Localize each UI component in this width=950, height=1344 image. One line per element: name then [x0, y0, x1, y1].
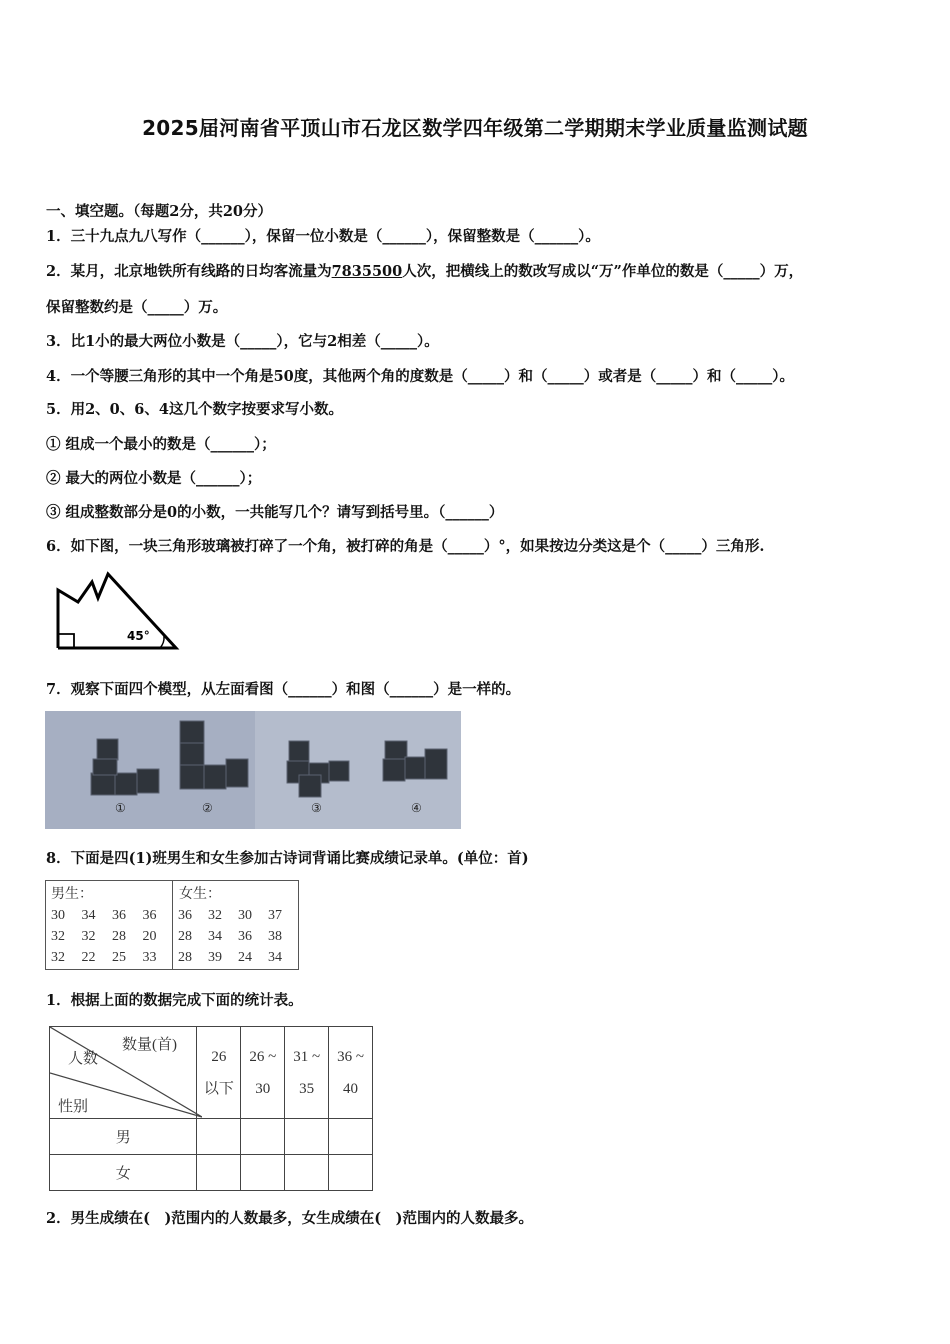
- answer-cell[interactable]: [285, 1155, 329, 1191]
- score-cell: 22: [81, 949, 96, 965]
- table-row: [176, 947, 296, 968]
- question-6: 6．如下图，一块三角形玻璃被打碎了一个角，被打碎的角是（_____）°，如果按边分类这是个（_____）三角形.: [46, 538, 765, 555]
- answer-cell[interactable]: [329, 1119, 373, 1155]
- corner-gender-label: 性别: [58, 1099, 89, 1115]
- score-cell: 37: [268, 907, 282, 923]
- score-cell: 33: [142, 949, 157, 965]
- score-cell: 28: [178, 949, 192, 965]
- score-record: [45, 880, 299, 970]
- question-3: 3．比1小的最大两位小数是（_____），它与2相差（_____）。: [46, 333, 439, 350]
- score-cell: 38: [268, 928, 282, 944]
- sub-question-1: 1．根据上面的数据完成下面的统计表。: [46, 992, 303, 1009]
- model-label-1: ①: [115, 801, 126, 815]
- score-cell: 20: [142, 928, 157, 944]
- question-7: 7．观察下面四个模型，从左面看图（______）和图（______）是一样的。: [46, 681, 521, 698]
- table-row: [50, 1155, 373, 1191]
- question-2-number: 7835500: [331, 263, 403, 280]
- score-cell: 34: [268, 949, 282, 965]
- answer-cell[interactable]: [197, 1119, 241, 1155]
- column-header: [197, 1027, 241, 1119]
- column-header-line: 以下: [203, 1080, 234, 1097]
- cube-models-photo: [45, 711, 461, 829]
- statistics-table: [49, 1026, 373, 1191]
- corner-quantity-label: 数量(首): [122, 1037, 177, 1053]
- score-cell: 36: [178, 907, 192, 923]
- girls-card: [174, 881, 298, 969]
- boys-scores: [49, 905, 171, 968]
- question-8: 8．下面是四(1)班男生和女生参加古诗词背诵比赛成绩记录单。(单位：首): [46, 850, 529, 867]
- column-header-line: 36 ~: [337, 1048, 364, 1065]
- page-title: 2025届河南省平顶山市石龙区数学四年级第二学期期末学业质量监测试题: [142, 116, 808, 140]
- table-header-row: [50, 1027, 373, 1119]
- answer-cell[interactable]: [285, 1119, 329, 1155]
- table-row: [176, 926, 296, 947]
- question-2-line2: 保留整数约是（_____）万。: [46, 299, 228, 316]
- column-header-line: 26: [211, 1048, 227, 1065]
- corner-count-label: 人数: [68, 1051, 99, 1067]
- score-cell: 30: [51, 907, 65, 923]
- column-header-line: 35: [299, 1080, 315, 1097]
- boys-label: 男生：: [51, 886, 93, 902]
- row-label-boys: 男: [50, 1119, 197, 1155]
- score-cell: 34: [208, 928, 222, 944]
- score-cell: 36: [238, 928, 252, 944]
- column-header: [329, 1027, 373, 1119]
- broken-triangle-figure: [50, 568, 185, 656]
- question-4: 4．一个等腰三角形的其中一个角是50度，其他两个角的度数是（_____）和（_____）或者是（_____）和（_____）。: [46, 368, 795, 385]
- answer-cell[interactable]: [241, 1119, 285, 1155]
- girls-label: 女生：: [179, 886, 221, 902]
- column-header: [285, 1027, 329, 1119]
- question-1: 1．三十九点九八写作（______），保留一位小数是（______），保留整数是（______）。: [46, 228, 600, 245]
- column-header-line: 40: [343, 1080, 359, 1097]
- score-cell: 32: [51, 949, 65, 965]
- row-label-girls: 女: [50, 1155, 197, 1191]
- score-cell: 28: [178, 928, 192, 944]
- question-2-post: 人次，把横线上的数改写成以“万”作单位的数是（_____）万，: [402, 263, 804, 280]
- score-cell: 28: [112, 928, 126, 944]
- score-cell: 30: [238, 907, 252, 923]
- table-row: [176, 905, 296, 926]
- table-row: [49, 926, 171, 947]
- score-cell: 25: [112, 949, 126, 965]
- column-header-line: 26 ~: [249, 1048, 277, 1065]
- column-header-line: 31 ~: [293, 1048, 321, 1065]
- question-5-part-b: ② 最大的两位小数是（______）；: [46, 470, 262, 487]
- boys-card: [46, 881, 173, 969]
- score-cell: 39: [208, 949, 222, 965]
- sub-question-2: 2．男生成绩在( )范围内的人数最多，女生成绩在( )范围内的人数最多。: [46, 1210, 534, 1227]
- table-row: [49, 947, 171, 968]
- question-5-part-a: ① 组成一个最小的数是（______）；: [46, 436, 276, 453]
- answer-cell[interactable]: [197, 1155, 241, 1191]
- score-cell: 32: [51, 928, 65, 944]
- table-row: [50, 1119, 373, 1155]
- question-5-stem: 5．用2、0、6、4这几个数字按要求写小数。: [46, 401, 343, 418]
- question-5-part-c: ③ 组成整数部分是0的小数，一共能写几个？请写到括号里。（______）: [46, 504, 504, 521]
- score-cell: 32: [81, 928, 96, 944]
- angle-label: 45°: [127, 629, 150, 643]
- question-2-pre: 2．某月，北京地铁所有线路的日均客流量为: [46, 263, 332, 280]
- score-cell: 32: [208, 907, 222, 923]
- model-label-3: ③: [311, 801, 322, 815]
- girls-scores: [176, 905, 296, 968]
- section-heading: 一、填空题。（每题2分，共20分）: [46, 203, 273, 220]
- model-label-4: ④: [411, 801, 422, 815]
- answer-cell[interactable]: [329, 1155, 373, 1191]
- column-header-line: 30: [255, 1080, 271, 1097]
- model-label-2: ②: [202, 801, 213, 815]
- answer-cell[interactable]: [241, 1155, 285, 1191]
- score-cell: 34: [81, 907, 96, 923]
- score-cell: 36: [112, 907, 126, 923]
- table-row: [49, 905, 171, 926]
- corner-header-cell: [50, 1027, 197, 1119]
- column-header: [241, 1027, 285, 1119]
- score-cell: 36: [142, 907, 157, 923]
- question-2: [46, 262, 803, 282]
- score-cell: 24: [238, 949, 252, 965]
